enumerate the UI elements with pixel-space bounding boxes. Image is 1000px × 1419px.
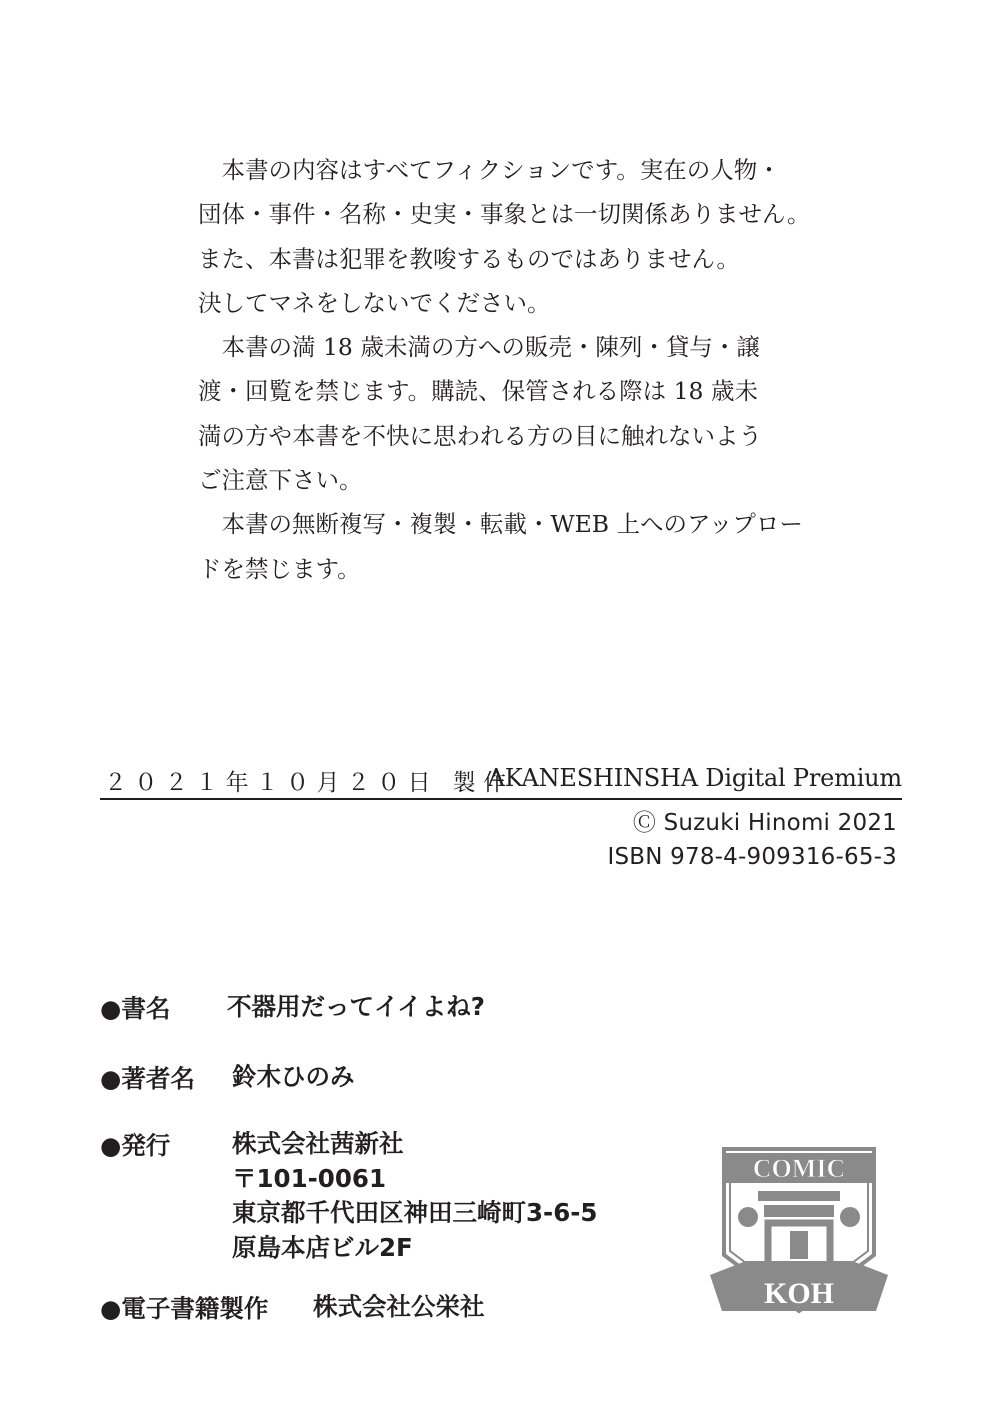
notice-text	[198, 148, 818, 591]
notice-line: ドを禁じます。	[198, 554, 361, 583]
publisher-label: ●発行	[100, 1131, 171, 1160]
publisher-name: 株式会社茜新社	[232, 1129, 404, 1158]
address: 東京都千代田区神田三崎町3-6-5	[232, 1198, 598, 1228]
notice-line: 団体・事件・名称・史実・事象とは一切関係ありません。	[198, 200, 811, 229]
notice-line: また、本書は犯罪を教唆するものではありません。	[198, 244, 740, 273]
notice-line: ご注意下さい。	[198, 466, 363, 495]
title-value: 不器用だってイイよね?	[227, 992, 485, 1021]
copyright-notice: Ⓒ Suzuki Hinomi 2021	[632, 810, 897, 836]
colophon-header	[100, 762, 902, 800]
logo-bottom-text: KOH	[763, 1277, 835, 1310]
title-label: ●書名	[100, 994, 171, 1023]
ebook-label: ●電子書籍製作	[100, 1294, 269, 1323]
building: 原島本店ビル2F	[232, 1233, 413, 1263]
publisher-value	[232, 1127, 597, 1266]
notice-line: 決してマネをしないでください。	[198, 288, 551, 317]
isbn: ISBN 978-4-909316-65-3	[607, 844, 897, 870]
comic-koh-logo	[706, 1135, 892, 1321]
logo-top-text: COMIC	[752, 1154, 846, 1183]
ebook-value: 株式会社公栄社	[313, 1292, 485, 1321]
author-value: 鈴木ひのみ	[232, 1062, 355, 1091]
copyright-block	[607, 806, 897, 874]
author-label: ●著者名	[100, 1064, 195, 1093]
imprint-name: AKANESHINSHA Digital Premium	[487, 764, 902, 792]
notice-line: 渡・回覧を禁じます。購読、保管される際は 18 歳未	[198, 377, 758, 406]
notice-line: 本書の無断複写・複製・転載・WEB 上へのアップロー	[198, 510, 803, 539]
notice-line: 満の方や本書を不快に思われる方の目に触れないよう	[198, 421, 762, 450]
notice-line: 本書の満 18 歳未満の方への販売・陳列・貸与・譲	[198, 333, 760, 362]
production-date: ２０２１年１０月２０日 製作	[104, 770, 514, 796]
notice-line: 本書の内容はすべてフィクションです。実在の人物・	[198, 156, 781, 184]
postal-code: 〒101-0061	[232, 1163, 386, 1193]
